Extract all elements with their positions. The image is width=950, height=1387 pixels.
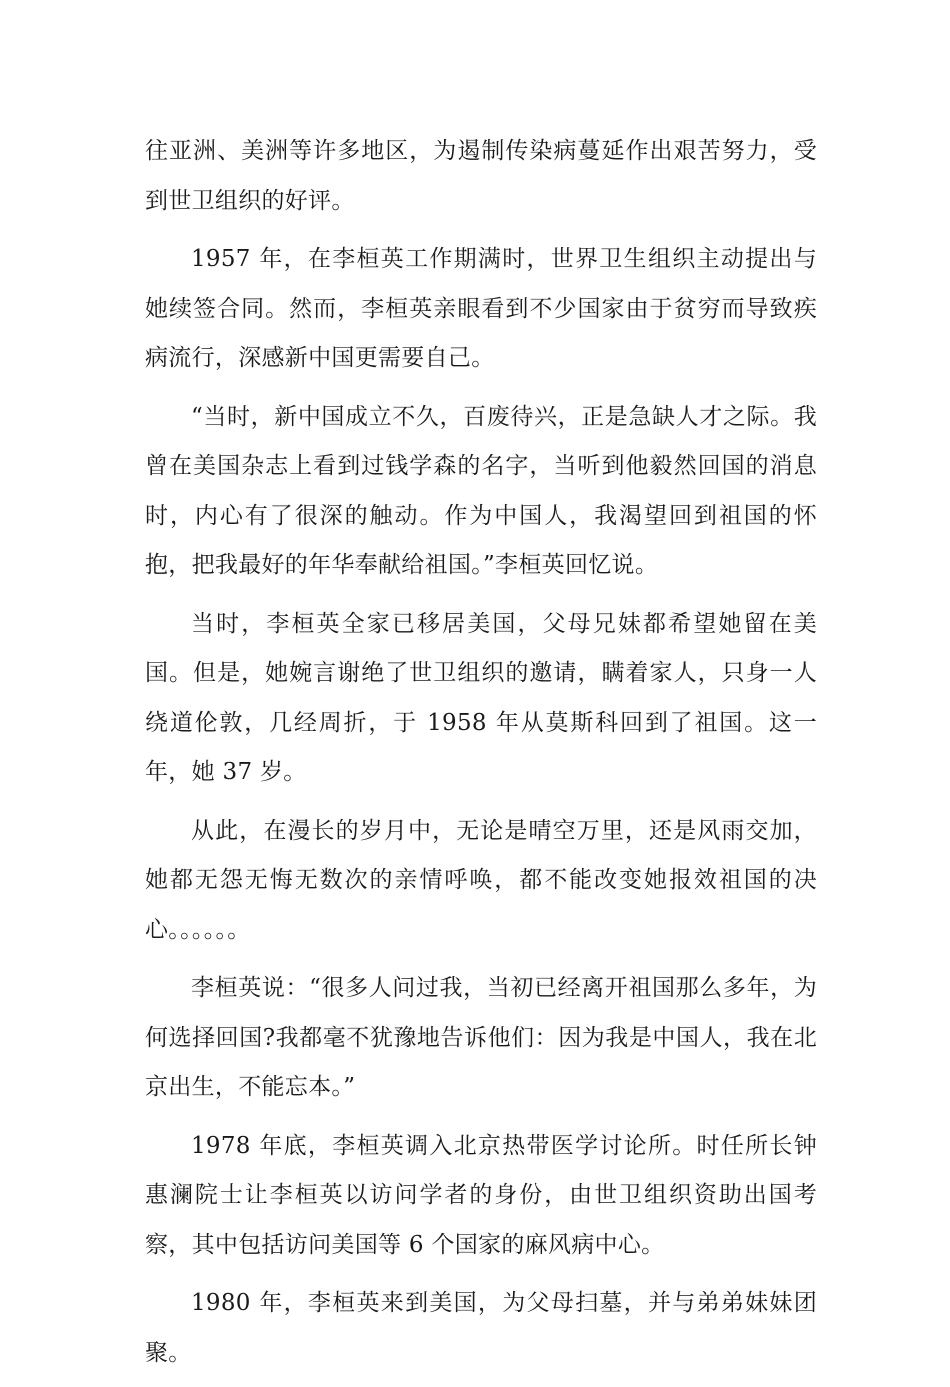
paragraph-4: 当时，李桓英全家已移居美国，父母兄妹都希望她留在美国。但是，她婉言谢绝了世卫组织的邀请，瞒着家人，只身一人绕道伦敦，几经周折，于 1958 年从莫斯科回到了祖国。这一年，她 37 岁。 xyxy=(145,610,817,785)
paragraph-1: 往亚洲、美洲等许多地区，为遏制传染病蔓延作出艰苦努力，受到世卫组织的好评。 xyxy=(145,138,817,214)
body-text xyxy=(145,127,817,1387)
paragraph-8: 1980 年，李桓英来到美国，为父母扫墓，并与弟弟妹妹团聚。 xyxy=(145,1290,817,1366)
paragraph-3: “当时，新中国成立不久，百废待兴，正是急缺人才之际。我曾在美国杂志上看到过钱学森的名字，当听到他毅然回国的消息时，内心有了很深的触动。作为中国人，我渴望回到祖国的怀抱，把我最好的年华奉献给祖国。”李桓英回忆说。 xyxy=(145,403,817,578)
paragraph-7: 1978 年底，李桓英调入北京热带医学讨论所。时任所长钟惠澜院士让李桓英以访问学者的身份，由世卫组织资助出国考察，其中包括访问美国等 6 个国家的麻风病中心。 xyxy=(145,1132,817,1258)
paragraph-5: 从此，在漫长的岁月中，无论是晴空万里，还是风雨交加，她都无怨无悔无数次的亲情呼唤，都不能改变她报效祖国的决心。。。。。。 xyxy=(145,817,817,943)
paragraph-6: 李桓英说：“很多人问过我，当初已经离开祖国那么多年，为何选择回国?我都毫不犹豫地告诉他们：因为我是中国人，我在北京出生，不能忘本。” xyxy=(145,975,817,1100)
paragraph-2: 1957 年，在李桓英工作期满时，世界卫生组织主动提出与她续签合同。然而，李桓英亲眼看到不少国家由于贫穷而导致疾病流行，深感新中国更需要自己。 xyxy=(145,246,817,371)
